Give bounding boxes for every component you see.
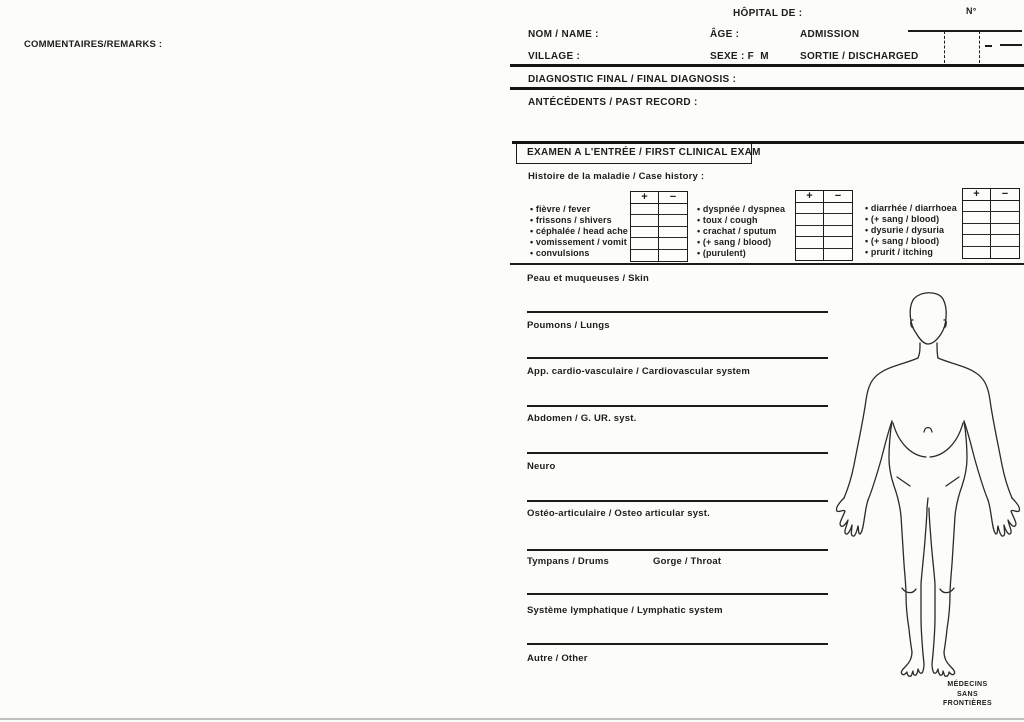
- section-rule: [527, 593, 828, 595]
- score-cell: [824, 249, 852, 261]
- section-rule: [527, 549, 828, 551]
- discharge-label: SORTIE / DISCHARGED: [800, 51, 919, 62]
- age-label: ÂGE :: [710, 29, 740, 40]
- symptom-item: • (+ sang / blood): [865, 236, 957, 247]
- date-box-divider: [944, 31, 945, 63]
- score-cell: [963, 212, 991, 224]
- score-cell: [659, 204, 687, 216]
- score-cell: [991, 224, 1019, 236]
- body-outline-figure: [835, 285, 1024, 683]
- divider: [510, 64, 1024, 67]
- section-label-throat: Gorge / Throat: [653, 556, 722, 567]
- section-label-lymphatic: Système lymphatique / Lymphatic system: [527, 605, 723, 616]
- symptom-item: • dyspnée / dyspnea: [697, 204, 785, 215]
- symptom-item: • (purulent): [697, 248, 785, 259]
- symptom-item: • frissons / shivers: [530, 215, 628, 226]
- number-label: N°: [966, 6, 977, 16]
- score-cell: [659, 227, 687, 239]
- divider: [510, 263, 1024, 265]
- score-cell: [991, 212, 1019, 224]
- score-cell: [991, 247, 1019, 259]
- divider: [510, 87, 1024, 90]
- score-table-1: [630, 191, 688, 262]
- score-cell: [631, 227, 659, 239]
- section-label-skin: Peau et muqueuses / Skin: [527, 273, 650, 284]
- section-label-other: Autre / Other: [527, 653, 588, 664]
- section-rule: [527, 311, 828, 313]
- msf-logo-line: MÉDECINS: [947, 681, 988, 688]
- scan-edge-line: [0, 718, 1024, 720]
- symptom-list-3: [865, 203, 957, 258]
- symptom-list-2: [697, 204, 785, 259]
- score-cell: [631, 204, 659, 216]
- symptom-item: • fièvre / fever: [530, 204, 628, 215]
- score-cell: [963, 201, 991, 213]
- score-cell: [796, 214, 824, 226]
- exam-title: EXAMEN A L'ENTRÉE / FIRST CLINICAL EXAM: [527, 147, 761, 158]
- score-cell: [796, 226, 824, 238]
- score-cell: [796, 203, 824, 215]
- symptom-item: • convulsions: [530, 248, 628, 259]
- date-box-mid-rule: [1000, 44, 1022, 46]
- score-cell: [824, 214, 852, 226]
- sex-label: SEXE : F M: [710, 51, 769, 62]
- minus-header: −: [991, 189, 1019, 201]
- section-rule: [527, 357, 828, 359]
- section-label-drums: Tympans / Drums: [527, 556, 610, 567]
- village-label: VILLAGE :: [528, 51, 581, 62]
- score-cell: [963, 247, 991, 259]
- symptom-item: • céphalée / head ache: [530, 226, 628, 237]
- plus-header: +: [631, 192, 659, 204]
- hospital-label: HÔPITAL DE :: [733, 8, 803, 19]
- date-box-top-rule: [908, 30, 1022, 32]
- symptom-item: • prurit / itching: [865, 247, 957, 258]
- score-table-3: [962, 188, 1020, 259]
- name-label: NOM / NAME :: [528, 29, 599, 40]
- section-rule: [527, 405, 828, 407]
- score-cell: [659, 215, 687, 227]
- symptom-item: • toux / cough: [697, 215, 785, 226]
- section-label-abdomen: Abdomen / G. UR. syst.: [527, 413, 637, 424]
- section-label-lungs: Poumons / Lungs: [527, 320, 610, 331]
- section-label-osteo-articular: Ostéo-articulaire / Osteo articular syst.: [527, 508, 710, 519]
- msf-logo-line: SANS: [956, 690, 979, 698]
- plus-header: +: [796, 191, 824, 203]
- past-record-label: ANTÉCÉDENTS / PAST RECORD :: [528, 97, 698, 108]
- score-cell: [963, 235, 991, 247]
- msf-logo-line: FRONTIÈRES: [942, 700, 993, 707]
- symptom-item: • (+ sang / blood): [697, 237, 785, 248]
- score-cell: [631, 250, 659, 262]
- score-cell: [824, 203, 852, 215]
- msf-logo: [925, 680, 1010, 709]
- date-box-mid-rule: [985, 45, 992, 47]
- score-cell: [659, 250, 687, 262]
- admission-label: ADMISSION: [800, 29, 860, 40]
- section-rule: [527, 643, 828, 645]
- symptom-item: • diarrhée / diarrhoea: [865, 203, 957, 214]
- score-cell: [824, 226, 852, 238]
- symptom-item: • vomissement / vomit: [530, 237, 628, 248]
- score-cell: [963, 224, 991, 236]
- score-cell: [631, 238, 659, 250]
- section-rule: [527, 500, 828, 502]
- date-box-divider: [979, 31, 980, 63]
- score-cell: [796, 249, 824, 261]
- score-cell: [991, 201, 1019, 213]
- section-label-neuro: Neuro: [527, 461, 556, 472]
- section-label-cardiovascular: App. cardio-vasculaire / Cardiovascular system: [527, 366, 751, 377]
- final-diagnosis-label: DIAGNOSTIC FINAL / FINAL DIAGNOSIS :: [528, 74, 737, 85]
- symptom-list-1: [530, 204, 628, 259]
- comments-label: COMMENTAIRES/REMARKS :: [24, 39, 163, 50]
- section-rule: [527, 452, 828, 454]
- minus-header: −: [824, 191, 852, 203]
- score-cell: [824, 237, 852, 249]
- minus-header: −: [659, 192, 687, 204]
- case-history-label: Histoire de la maladie / Case history :: [528, 171, 705, 182]
- score-cell: [796, 237, 824, 249]
- score-table-2: [795, 190, 853, 261]
- exam-title-box: [516, 144, 761, 164]
- symptom-item: • dysurie / dysuria: [865, 225, 957, 236]
- score-cell: [659, 238, 687, 250]
- score-cell: [991, 235, 1019, 247]
- score-cell: [631, 215, 659, 227]
- plus-header: +: [963, 189, 991, 201]
- symptom-item: • (+ sang / blood): [865, 214, 957, 225]
- symptom-item: • crachat / sputum: [697, 226, 785, 237]
